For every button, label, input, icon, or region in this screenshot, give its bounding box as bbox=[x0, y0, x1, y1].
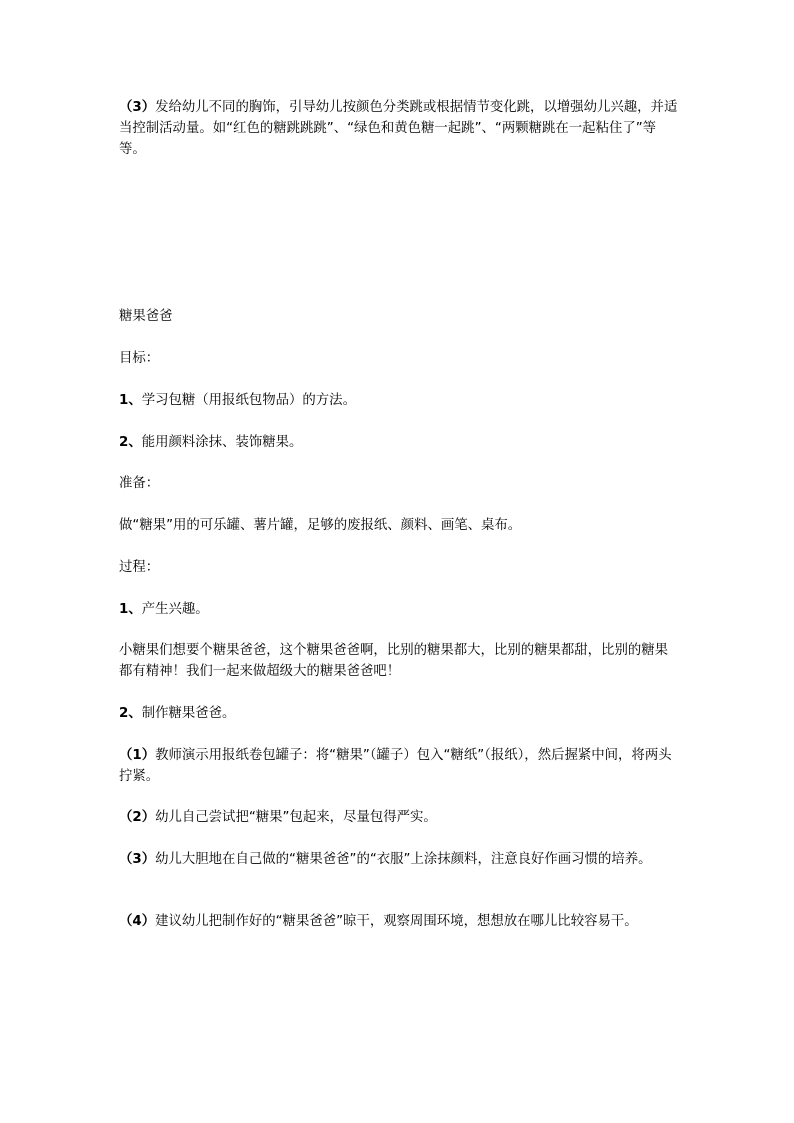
substep-4-number: （4） bbox=[119, 914, 156, 929]
step-2-number: 2、 bbox=[119, 706, 142, 721]
goal-item-2 bbox=[119, 432, 679, 453]
step-1 bbox=[119, 599, 679, 620]
goal-item-2-text: 能用颜料涂抹、装饰糖果。 bbox=[141, 435, 303, 450]
prep-text: 做“糖果”用的可乐罐、薯片罐，足够的废报纸、颜料、画笔、桌布。 bbox=[119, 518, 522, 533]
process-heading: 过程： bbox=[119, 560, 160, 575]
step-2 bbox=[119, 703, 679, 724]
prep-heading: 准备： bbox=[119, 476, 160, 491]
substep-3-text: 幼儿大胆地在自己做的“糖果爸爸”的“衣服”上涂抹颜料，注意良好作画习惯的培养。 bbox=[155, 852, 652, 867]
intro-paragraph-number: （3） bbox=[119, 100, 156, 115]
goal-heading: 目标： bbox=[119, 351, 160, 366]
goal-item-2-number: 2、 bbox=[119, 435, 142, 450]
step-1-text: 产生兴趣。 bbox=[141, 602, 209, 617]
substep-4-text: 建议幼儿把制作好的“糖果爸爸”晾干，观察周围环境，想想放在哪儿比较容易干。 bbox=[155, 914, 638, 929]
substep-4 bbox=[119, 911, 679, 932]
substep-2 bbox=[119, 807, 679, 828]
substep-1 bbox=[119, 745, 679, 787]
goal-item-1-text: 学习包糖（用报纸包物品）的方法。 bbox=[141, 393, 356, 408]
intro-paragraph bbox=[119, 97, 679, 160]
step-1-number: 1、 bbox=[119, 602, 142, 617]
substep-3 bbox=[119, 849, 679, 870]
substep-2-text: 幼儿自己尝试把“糖果”包起来，尽量包得严实。 bbox=[155, 810, 437, 825]
substep-1-text: 教师演示用报纸卷包罐子：将“糖果”（罐子）包入“糖纸”（报纸），然后握紧中间，将两头拧紧。 bbox=[119, 748, 672, 784]
goal-item-1 bbox=[119, 390, 679, 411]
intro-paragraph-text: 发给幼儿不同的胸饰，引导幼儿按颜色分类跳或根据情节变化跳，以增强幼儿兴趣，并适当控制活动量。如“红色的糖跳跳跳”、“绿色和黄色糖一起跳”、“两颗糖跳在一起粘住了”等等。 bbox=[119, 100, 678, 157]
goal-item-1-number: 1、 bbox=[119, 393, 142, 408]
step-1-paragraph: 小糖果们想要个糖果爸爸，这个糖果爸爸啊，比别的糖果都大，比别的糖果都甜，比别的糖果都有精神！我们一起来做超级大的糖果爸爸吧！ bbox=[119, 643, 669, 679]
substep-2-number: （2） bbox=[119, 810, 156, 825]
substep-1-number: （1） bbox=[119, 748, 156, 763]
substep-3-number: （3） bbox=[119, 852, 156, 867]
step-2-text: 制作糖果爸爸。 bbox=[141, 706, 236, 721]
document-title: 糖果爸爸 bbox=[119, 309, 173, 324]
